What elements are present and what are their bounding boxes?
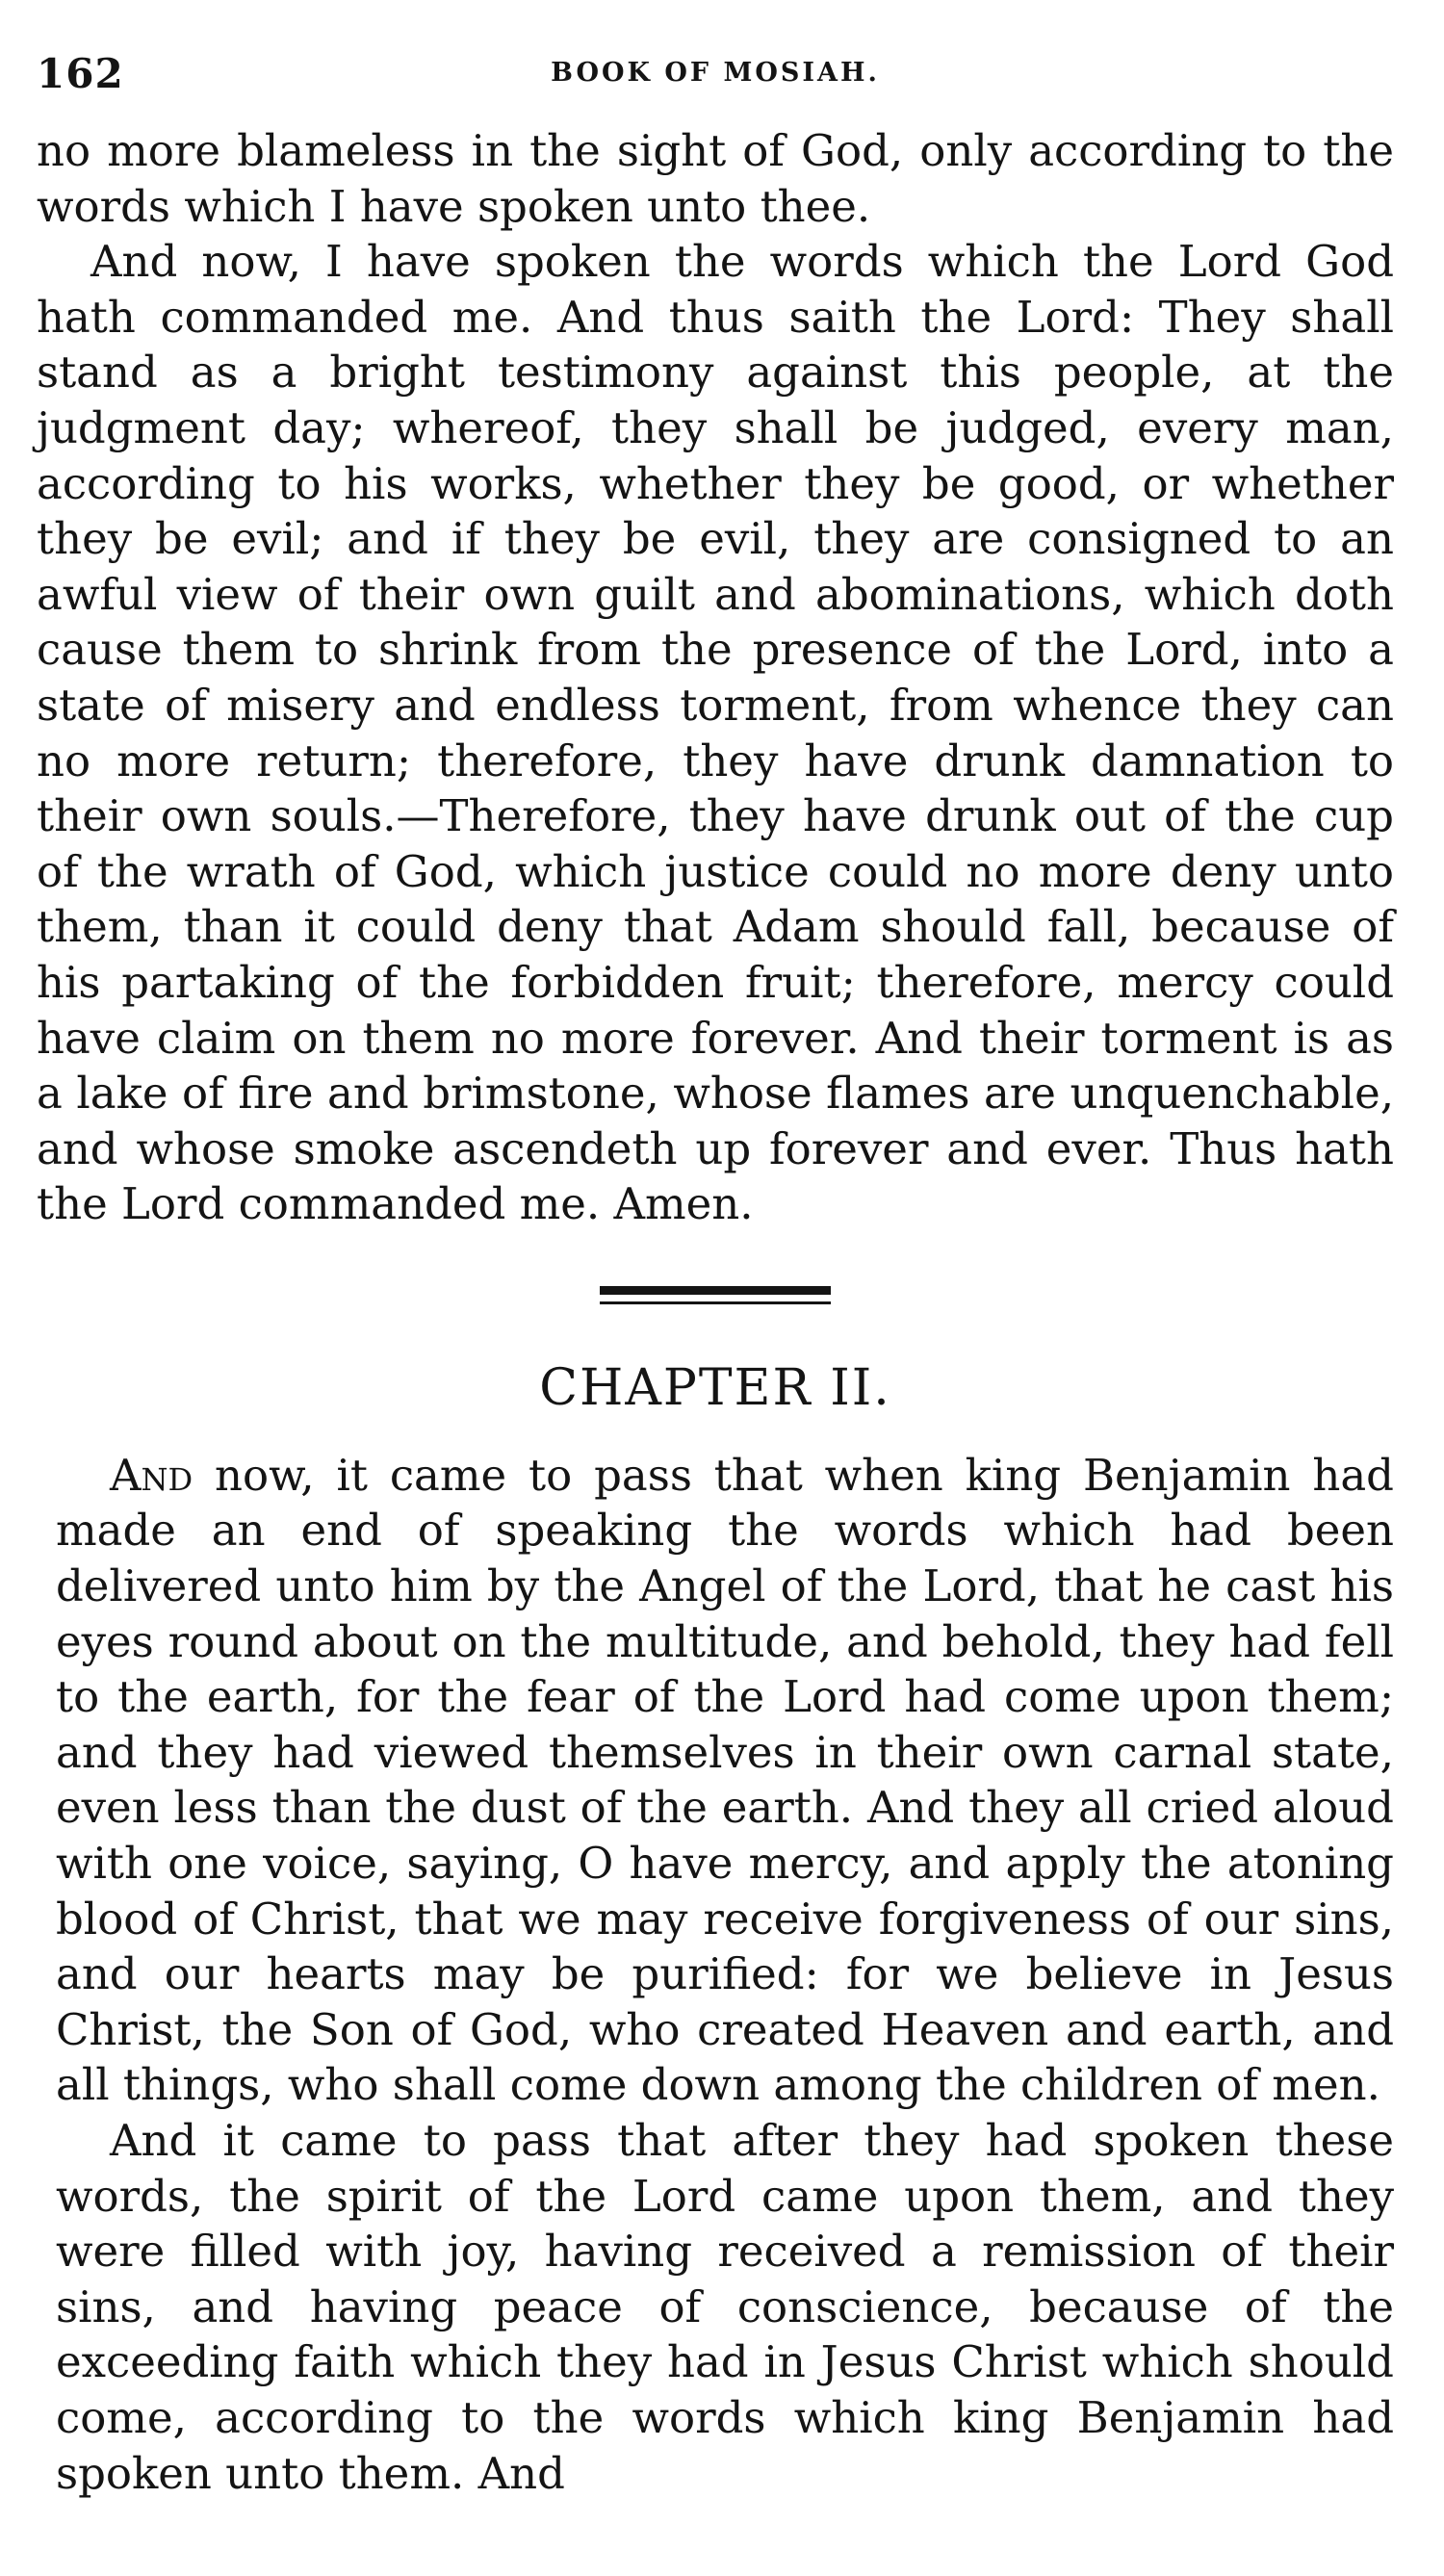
section-divider — [600, 1286, 831, 1313]
chapter-paragraph-1-text: now, it came to pass that when king Benjamin had made an end of speaking the words which had been delivered unto him by the Angel of the Lord, that he cast his eyes round about on the multitude, and behold, they had fell to the earth, for the fear of the Lord had come upon them; and they had viewed themselves in their own carnal state, even less than the dust of the earth. And they all cried aloud with one voice, saying, O have mercy, and apply the atoning blood of Christ, that we may receive forgiveness of our sins, and our hearts may be purified: for we believe in Jesus Christ, the Son of God, who created Heaven and earth, and all things, who shall come down among the children of men. — [56, 1449, 1394, 2111]
chapter-paragraph-2: And it came to pass that after they had spoken these words, the spirit of the Lord came upon them, and they were filled with joy, having received a remission of their sins, and having peace of conscience, because of the exceeding faith which they had in Jesus Christ which should come, according to the words which king Benjamin had spoken unto them. And — [56, 2115, 1394, 2499]
chapter-body — [37, 1448, 1394, 2501]
chapter-first-word: And — [110, 1449, 193, 1501]
page-header — [37, 50, 1394, 98]
paragraph-continuation: no more blameless in the sight of God, only according to the words which I have spoken unto thee. — [37, 125, 1394, 232]
divider-thick-rule — [600, 1286, 831, 1295]
chapter-paragraph-1 — [56, 1448, 1394, 2113]
running-head: BOOK OF MOSIAH. — [551, 58, 880, 88]
book-page — [37, 50, 1394, 2553]
paragraph-lord-commanded: And now, I have spoken the words which the Lord God hath commanded me. And thus saith the Lord: They shall stand as a bright testimony against this people, at the judgment day; whereof, they shall be judged, every man, according to his works, whether they be good, or whether they be evil; and if they be evil, they are consigned to an awful view of their own guilt and abominations, which doth cause them to shrink from the presence of the Lord, into a state of misery and endless torment, from whence they can no more return; therefore, they have drunk damnation to their own souls.—Therefore, they have drunk out of the cup of the wrath of God, which justice could no more deny unto them, than it could deny that Adam should fall, because of his partaking of the forbidden fruit; therefore, mercy could have claim on them no more forever. And their torment is as a lake of fire and brimstone, whose flames are unquenchable, and whose smoke ascendeth up forever and ever. Thus hath the Lord commanded me. Amen. — [37, 236, 1394, 1230]
divider-thin-rule — [600, 1301, 831, 1304]
chapter-heading: CHAPTER II. — [539, 1358, 891, 1417]
page-number: 162 — [37, 50, 124, 97]
